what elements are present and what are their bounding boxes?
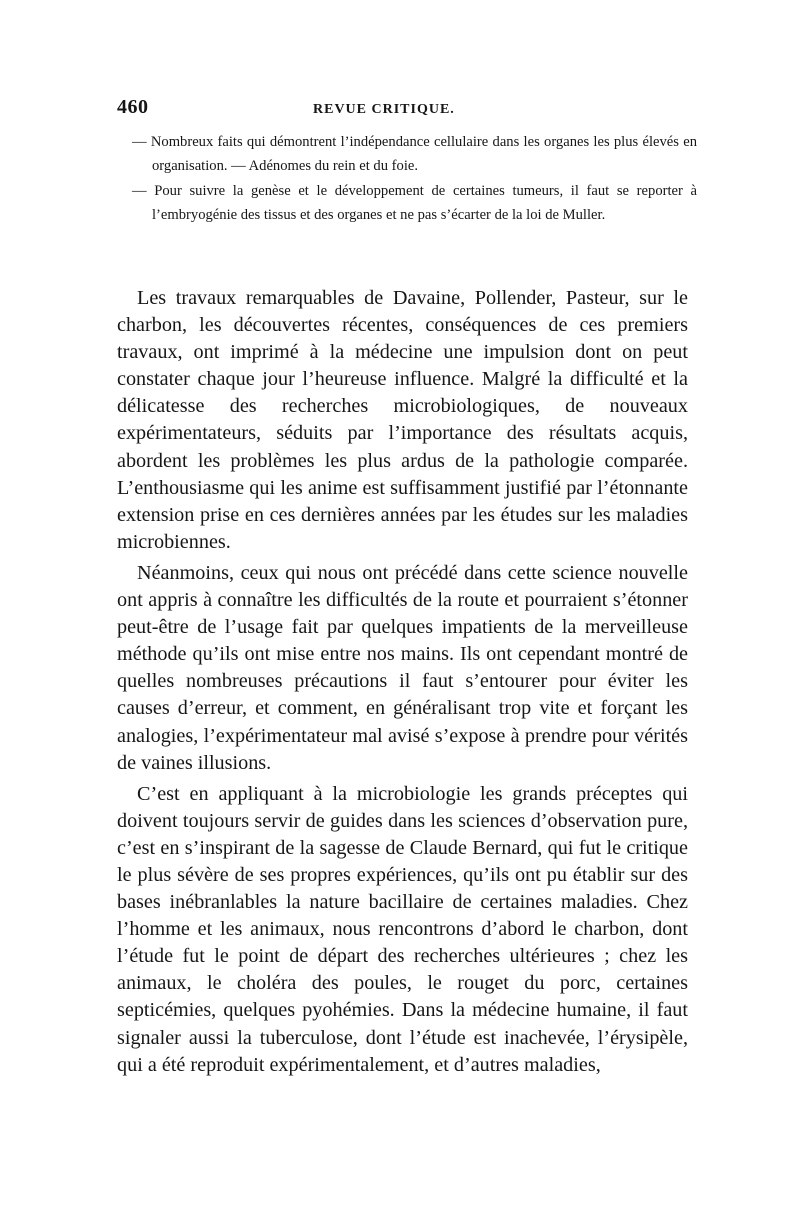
body-text bbox=[117, 285, 688, 1079]
page-header bbox=[117, 96, 697, 124]
running-head: REVUE CRITIQUE. bbox=[313, 102, 455, 117]
paragraph: Les travaux remarquables de Davaine, Pollender, Pasteur, sur le charbon, les découvertes récentes, conséquences de ces premiers travaux, ont imprimé à la médecine une impulsion dont on peut constater chaque jour l’heureuse influence. Malgré la difficulté et la délicatesse des recherches microbiologiques, de nouveaux expérimentateurs, séduits par l’importance des résultats acquis, abordent les problèmes les plus ardus de la pathologie comparée. L’enthousiasme qui les anime est suffisamment justifié par l’étonnante extension prise en ces dernières années par les études sur les maladies microbiennes. bbox=[117, 287, 688, 553]
summary-item: — Pour suivre la genèse et le développement de certaines tumeurs, il faut se reporter à l’embryogénie des tissus et des organes et ne pas s’écarter de la loi de Muller. bbox=[132, 182, 697, 224]
summary-item: — Nombreux faits qui démontrent l’indépendance cellulaire dans les organes les plus élevés en organisation. — Adénomes du rein et du foie. bbox=[132, 134, 697, 175]
paragraph: C’est en appliquant à la microbiologie les grands préceptes qui doivent toujours servir de guides dans les sciences d’observation pure, c’est en s’inspirant de la sagesse de Claude Bernard, qui fut le critique le plus sévère de ses propres expériences, qu’ils ont pu établir sur des bases inébranlables la nature bacillaire de certaines maladies. Chez l’homme et les animaux, nous rencontrons d’abord le charbon, dont l’étude fut le point de départ des recherches ultérieures ; chez les animaux, le choléra des poules, le rouget du porc, certaines septicémies, quelques pyohémies. Dans la médecine humaine, il faut signaler aussi la tuberculose, dont l’étude est inachevée, l’érysipèle, qui a été reproduit expérimentalement, et d’autres maladies, bbox=[117, 782, 688, 1076]
chapter-summary bbox=[117, 130, 697, 228]
page-number: 460 bbox=[117, 96, 149, 118]
paragraph: Néanmoins, ceux qui nous ont précédé dans cette science nouvelle ont appris à connaître les difficultés de la route et pourraient s’étonner peut-être de l’usage fait par quelques impatients de la merveilleuse méthode qu’ils ont mise entre nos mains. Ils ont cependant montré de quelles nombreuses précautions il faut s’entourer pour éviter les causes d’erreur, et comment, en généralisant trop vite et forçant les analogies, l’expérimentateur mal avisé s’expose à prendre pour vérités de vaines illusions. bbox=[117, 561, 688, 774]
